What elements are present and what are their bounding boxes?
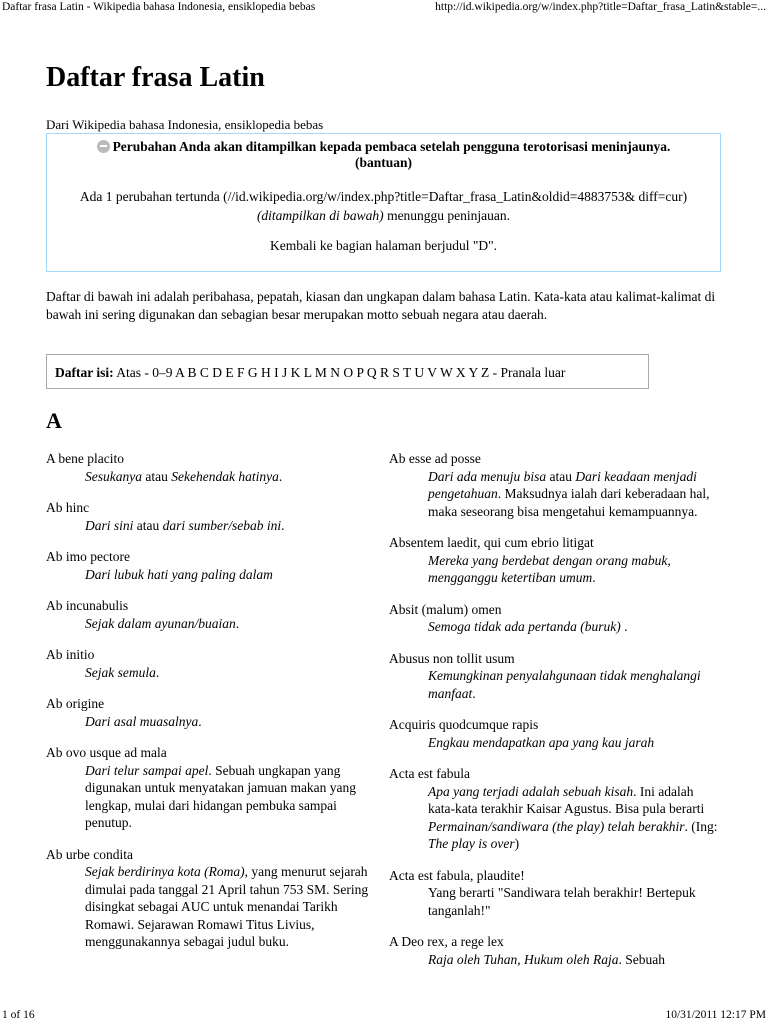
definition-fragment: . Maksudnya ialah dari keberadaan hal, maka seseorang bisa mengetahui kemampuannya. bbox=[428, 486, 710, 519]
entry-term: Ab hinc bbox=[46, 500, 90, 515]
definition-fragment: Engkau mendapatkan apa yang kau jarah bbox=[428, 734, 655, 750]
list-item bbox=[389, 534, 719, 587]
entry-definition bbox=[389, 734, 719, 752]
definition-fragment: atau bbox=[546, 468, 576, 484]
definition-fragment: Dari asal muasalnya bbox=[85, 713, 199, 729]
definition-fragment: dari sumber/sebab ini bbox=[162, 517, 282, 533]
entries-left-column bbox=[46, 450, 381, 965]
definition-fragment: atau bbox=[133, 517, 163, 533]
definition-fragment: Dari ada menuju bisa bbox=[428, 468, 547, 484]
toc-links[interactable]: Atas - 0–9 A B C D E F G H I J K L M N O P Q R S T U V W X Y Z - Pranala luar bbox=[116, 365, 566, 380]
entry-definition bbox=[46, 762, 381, 832]
definition-fragment: Sesukanya bbox=[85, 468, 142, 484]
entry-definition bbox=[389, 468, 719, 521]
definition-fragment: Dari sini bbox=[85, 517, 134, 533]
definition-fragment: Dari lubuk hati yang paling dalam bbox=[85, 566, 273, 582]
entry-definition bbox=[389, 884, 719, 919]
entry-definition bbox=[46, 713, 381, 731]
definition-fragment: Semoga tidak ada pertanda (buruk) bbox=[428, 619, 621, 634]
page-title: Daftar frasa Latin bbox=[46, 62, 265, 93]
definition-fragment: atau bbox=[141, 468, 172, 484]
entry-term: Abusus non tollit usum bbox=[389, 650, 515, 666]
definition-fragment: Raja oleh Tuhan, Hukum oleh Raja bbox=[428, 951, 619, 967]
list-item bbox=[46, 695, 381, 730]
page-number: 1 of 16 bbox=[2, 1009, 35, 1021]
entry-term: Ab imo pectore bbox=[46, 549, 130, 564]
print-header-title: Daftar frasa Latin - Wikipedia bahasa Indonesia, ensiklopedia bebas bbox=[2, 1, 316, 13]
definition-fragment: Mereka yang berdebat dengan orang mabuk, mengganggu ketertiban umum bbox=[428, 552, 671, 585]
entry-term: A bene placito bbox=[46, 451, 124, 466]
definition-fragment: Sejak berdirinya kota (Roma) bbox=[85, 864, 245, 879]
list-item bbox=[46, 846, 381, 951]
print-header-url[interactable]: http://id.wikipedia.org/w/index.php?title=Daftar_frasa_Latin&stable=... bbox=[435, 1, 766, 13]
list-item bbox=[46, 450, 381, 485]
list-item bbox=[46, 499, 381, 534]
pending-link-tail[interactable]: diff=cur) bbox=[638, 189, 688, 204]
list-item bbox=[389, 867, 719, 920]
entry-term: Acta est fabula, plaudite! bbox=[389, 867, 525, 883]
entry-term: Absit (malum) omen bbox=[389, 601, 502, 617]
list-item bbox=[46, 548, 381, 583]
entry-term: A Deo rex, a rege lex bbox=[389, 934, 504, 949]
entries-right-column bbox=[389, 450, 719, 982]
definition-fragment: . bbox=[592, 570, 596, 585]
entry-term: Ab origine bbox=[46, 696, 105, 711]
list-item bbox=[389, 716, 719, 751]
entry-term: Acta est fabula bbox=[389, 766, 470, 781]
entry-definition bbox=[389, 783, 719, 853]
help-link[interactable]: (bantuan) bbox=[354, 155, 413, 170]
definition-fragment: . bbox=[235, 615, 240, 631]
entry-term: Ab initio bbox=[46, 647, 95, 662]
pending-text bbox=[57, 187, 710, 225]
entry-term: Acquiris quodcumque rapis bbox=[389, 717, 539, 732]
definition-fragment: . (Ing: bbox=[684, 818, 718, 834]
pending-changes-notice bbox=[46, 133, 721, 272]
list-item bbox=[389, 765, 719, 853]
definition-fragment: . bbox=[472, 685, 476, 701]
list-item bbox=[389, 650, 719, 703]
list-item bbox=[46, 597, 381, 632]
entry-definition bbox=[389, 951, 719, 969]
definition-fragment: Sekehendak hatinya bbox=[171, 468, 279, 484]
entry-term: Ab incunabulis bbox=[46, 598, 129, 613]
definition-fragment: Permainan/sandiwara (the play) telah berakhir bbox=[428, 818, 685, 834]
entry-term: Ab urbe condita bbox=[46, 846, 133, 862]
definition-fragment: Dari telur sampai apel bbox=[85, 762, 209, 778]
entry-definition bbox=[389, 552, 719, 587]
definition-fragment: Dari keadaan menjadi pengetahuan bbox=[428, 468, 697, 501]
list-item bbox=[46, 744, 381, 832]
table-of-contents bbox=[46, 354, 649, 389]
info-icon bbox=[97, 140, 110, 153]
definition-fragment: Yang berarti "Sandiwara telah berakhir! Bertepuk tanganlah!" bbox=[428, 885, 696, 918]
back-link[interactable]: Kembali ke bagian halaman berjudul "D". bbox=[270, 238, 497, 253]
definition-fragment: . bbox=[198, 713, 202, 729]
entry-term: Ab esse ad posse bbox=[389, 451, 481, 466]
pending-shown-below[interactable]: (ditampilkan di bawah) bbox=[256, 208, 384, 223]
pending-suffix: menunggu peninjauan. bbox=[383, 208, 511, 223]
notice-heading-text: Perubahan Anda akan ditampilkan kepada pembaca setelah pengguna terotorisasi meninjaunya. bbox=[112, 139, 671, 154]
entry-definition bbox=[46, 615, 381, 633]
definition-fragment: Apa yang terjadi adalah sebuah kisah bbox=[428, 783, 634, 799]
entry-definition bbox=[46, 566, 381, 584]
entry-definition bbox=[46, 863, 381, 951]
definition-fragment: . bbox=[281, 517, 285, 533]
definition-fragment: . bbox=[278, 468, 283, 484]
print-header bbox=[0, 0, 768, 18]
definition-fragment: . Sebuah ungkapan yang digunakan untuk menyatakan jamuan makan yang lengkap, mulai dari hidangan pembuka sampai penutup. bbox=[85, 762, 357, 830]
pending-link[interactable]: Ada 1 perubahan tertunda (//id.wikipedia.org/w/index.php?title=Daftar_frasa_Latin&oldid=4883753& bbox=[79, 189, 636, 204]
print-datetime: 10/31/2011 12:17 PM bbox=[665, 1009, 766, 1021]
definition-fragment: . bbox=[155, 664, 160, 680]
page-subtitle: Dari Wikipedia bahasa Indonesia, ensiklopedia bebas bbox=[46, 117, 324, 132]
definition-fragment: ) bbox=[514, 836, 520, 851]
definition-fragment: Kemungkinan penyalahgunaan tidak menghalangi manfaat bbox=[428, 668, 701, 701]
entry-term: Absentem laedit, qui cum ebrio litigat bbox=[389, 535, 594, 550]
definition-fragment: , yang menurut sejarah dimulai pada tanggal 21 April tahun 753 SM. Sering disingkat sebagai AUC untuk menandai Tarikh Romawi. Sejarawan Romawi Titus Livius, menggunakannya sebagai judul buku. bbox=[85, 864, 369, 949]
entry-definition bbox=[46, 664, 381, 682]
definition-fragment: Sejak dalam ayunan/buaian bbox=[85, 615, 236, 631]
section-heading-a: A bbox=[46, 408, 62, 433]
entry-definition bbox=[46, 517, 381, 535]
entry-definition bbox=[389, 667, 719, 702]
list-item bbox=[389, 601, 719, 636]
list-item bbox=[46, 646, 381, 681]
definition-fragment: . Ini adalah kata-kata terakhir Kaisar Agustus. Bisa pula berarti bbox=[428, 783, 705, 816]
notice-heading bbox=[47, 138, 720, 155]
definition-fragment: Sejak semula bbox=[85, 664, 156, 680]
definition-fragment: The play is over bbox=[428, 836, 515, 851]
entry-term: Ab ovo usque ad mala bbox=[46, 745, 167, 760]
list-item bbox=[389, 933, 719, 968]
list-item bbox=[389, 450, 719, 520]
print-footer bbox=[0, 1006, 768, 1024]
definition-fragment: . bbox=[620, 619, 628, 634]
intro-paragraph: Daftar di bawah ini adalah peribahasa, pepatah, kiasan dan ungkapan dalam bahasa Latin. Kata-kata atau kalimat-kalimat di bawah ini sering digunakan dan sebagian besar merupakan motto sebuah negara atau daerah. bbox=[46, 289, 716, 322]
entry-definition bbox=[389, 618, 719, 636]
toc-label: Daftar isi: bbox=[55, 365, 114, 380]
definition-fragment: . Sebuah bbox=[618, 951, 665, 967]
entry-definition bbox=[46, 468, 381, 486]
